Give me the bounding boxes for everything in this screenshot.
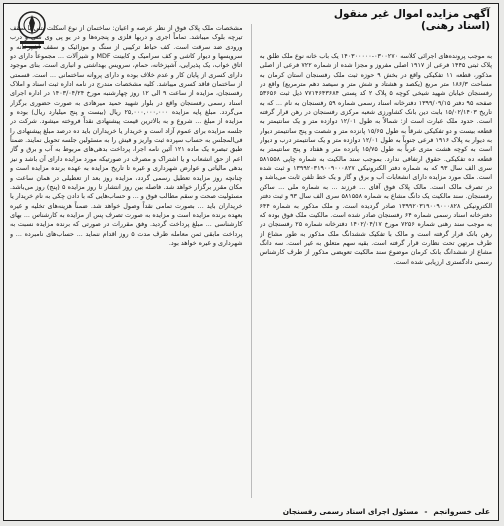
notice-title: آگهی مزایده اموال غیر منقول (اسناد رهنی) bbox=[333, 8, 490, 32]
left-column-text: مشخصات ملک پلاک فوق از نظر عرصه و اعیان: ساختمان از نوع اسکلت بتنی با سقف تیرچه بلوک میباشد. تماماً اجری و دربها فلزی و پنجره‌ها و در یو پی وی سی و درب ورودی ضد سرقت است. کف حیاط ترکیبی از سنگ و موزائیک و سقف آشپزخانه و سرویسها و دیوار کاشی و کف سرامیک و کابینت MDF و شیرآلات ... مجموعاً دارای دو اتاق خواب، یک پذیرایی، آشپزخانه، حمام، سرویس بهداشتی و انباری است. بنای موجود دارای کسری از پایان کار و عدم خلاف بوده و دارای پروانه ساختمانی ... است. قسمتی از ساختمان فاقد کسری میباشد. کلیه مشخصات مندرج در نامه اداره ثبت اسناد و املاک رفسنجان، مزایده از ساعت ۹ الی ۱۲ روز چهارشنبه مورخ ۱۴۰۳/۰۴/۲۴ در اداره اجرای اسناد رسمی رفسنجان واقع در بلوار شهید حمید میرهادی به صورت حضوری برگزار می‌گردد. مبلغ پایه مزایده ۲۵,۰۰۰,۰۰۰,۰۰۰ ریال (بیست و پنج میلیارد ریال) بوده و مزایده از مبلغ ... شروع و به بالاترین قیمت پیشنهادی نقداً فروخته میشود. شرکت در جلسه مزایده برای عموم آزاد است و خریدار یا خریداران باید ده درصد مبلغ پیشنهادی را فی‌المجلس به حساب سپرده ثبت واریز و فیش را به مسئولین جلسه تحویل نمایند. ضمناً طبق تبصره یک ماده ۱۲۱ آئین نامه اجرا، پرداخت بدهی‌های مربوط به آب و برق و گاز اعم از حق انشعاب و یا اشتراک و مصرف در صورتیکه مورد مزایده دارای آن باشد و نیز بدهی مالیاتی و عوارض شهرداری و غیره تا تاریخ مزایده به عهده برنده مزایده است و چنانچه روز مزایده تعطیل رسمی گردد، مزایده روز بعد از تعطیلی در همان ساعت و مکان مقرر برگزار خواهد شد. فاصله بین روز انتشار تا روز مزایده ۵ (پنج) روز می‌باشد. مسئولیت صحت و سقم مطالب فوق و ... و حساب‌هایی که با دادن چکی به نام خریدار یا خریداران باید ... بصورت تمامی نقداً وصول خواهد شد. ضمناً هزینه‌های تخلیه و غیره بعهده برنده مزایده است و مزایده به صورت تصرف پس از مزایده به کارشناس ... بهای کارشناسی ... مبلغ پرداخت گردید. وفق مقررات در صورتی که برنده مزایده نسبت به پرداخت مابقی ثمن معامله ظرف مدت ۵ روز اقدام ننماید ... حساب‌های نامبرده ... و شهرداری و غیره خواهد بود. bbox=[10, 24, 243, 247]
signature-line bbox=[12, 507, 490, 516]
separator-dash: - bbox=[424, 507, 428, 516]
notice-body bbox=[10, 24, 492, 498]
notice-page bbox=[3, 3, 499, 521]
author-role: مسئول اجرای اسناد رسمی رفسنجان bbox=[282, 507, 419, 516]
author-name: علی خسروانجم bbox=[433, 507, 490, 516]
right-column-text: به موجب پرونده‌های اجرائی کلاسه ۰۳۰۰۲۷۰-۱۴۰۳۰۰۰۰۰ یک باب خانه نوع ملک طلق به پلاک ثبتی ۱۴۴۵ فرعی از ۱۹۱۷ اصلی مفروز و مجزا شده از شماره ۷۲۲ فرعی از اصلی مذکور، قطعه ۱۱ تفکیکی واقع در بخش ۹ حوزه ثبت ملک رفسنجان استان کرمان به مساحت ۱۸۶/۳ متر مربع (یکصد و هشتاد و شش متر و سیصد دهم مترمربع) واقع در رفسنجان خیابان شهید شیخی کوچه ۵ پلاک ۲ کد پستی ۷۷۱۴۶۴۳۶۸۴ ذیل ثبت ۵۳۶۵۶ صفحه ۹۵ دفتر ۱۳۹۹/۰۹/۱۵ دفترخانه اسناد رسمی شماره ۵۹ رفسنجان به نام ... که به تاریخ ۱۵/۰۲/۱۴۰۳ بابت دین بانک کشاورزی شعبه مرکزی رفسنجان در رهن قرار گرفته است. حدود ملک عبارت است از: شمالاً به طول ۱۲/۰۱ دوازده متر و یک سانتیمتر به قطعه بیست و دو تفکیکی شرقاً به طول ۱۵/۶۵ پانزده متر و شصت و پنج سانتیمتر دیوار به دیوار به پلاک ۱۹۱۶ فرعی جنوباً به طول ۱۲/۰۱ دوازده متر و یک سانتیمتر درب و دیوار است به کوچه هشت متری غرباً به طول ۱۵/۷۵ پانزده متر و هفتاد و پنج سانتیمتر به قطعه ده تفکیکی. حقوق ارتفاقی ندارد. بموجب سند مالکیت به شماره چاپی ۵۸۱۵۵۸ سری الف سال ۹۳ که به شماره دفتر الکترونیکی ۱۳۹۹۲۰۳۱۹۰۰۹۰۰۰۸۲۷ و ثبت شده است. ملک مورد مزایده دارای انشعابات آب و برق و گاز و یک خط تلفن ثابت می‌باشد و در تصرف مالک است. مالک پلاک فوق آقای ... فرزند ... به شماره ملی ... ساکن رفسنجان. سند مالکیت یک دانگ مشاع به شماره ۵۸۱۵۵۸ سری الف سال ۹۳ و ثبت دفتر الکترونیکی ۱۳۹۹۲۰۳۱۹۰۰۹۰۰۰۸۲۸ صادر گردیده است. و ملک مذکور به شماره ۶۴۴ دفترخانه اسناد رسمی شماره ۶۴ رفسنجان صادر شده است. مالکیت ملک فوق بوده که به موجب سند رهنی شماره ۷۲۵۶ مورخ ۱۴۰۲/۰۴/۱۷ دفترخانه شماره ۲۵ رفسنجان در رهن بانک قرار گرفته است و مالک با تفکیک ششدانگ ملک مذکور به طور مشاع از طرف مرتهن تحت نظارت قرار گرفته است. بقیه سهم متعلق به غیر است. سه دانگ مشاع از ششدانگ بانک کرمان موضوع سند مالکیت تعویضی مذکور از طرف کارشناس رسمی دادگستری ارزیابی شده است. bbox=[259, 52, 492, 266]
column-divider bbox=[251, 24, 252, 498]
